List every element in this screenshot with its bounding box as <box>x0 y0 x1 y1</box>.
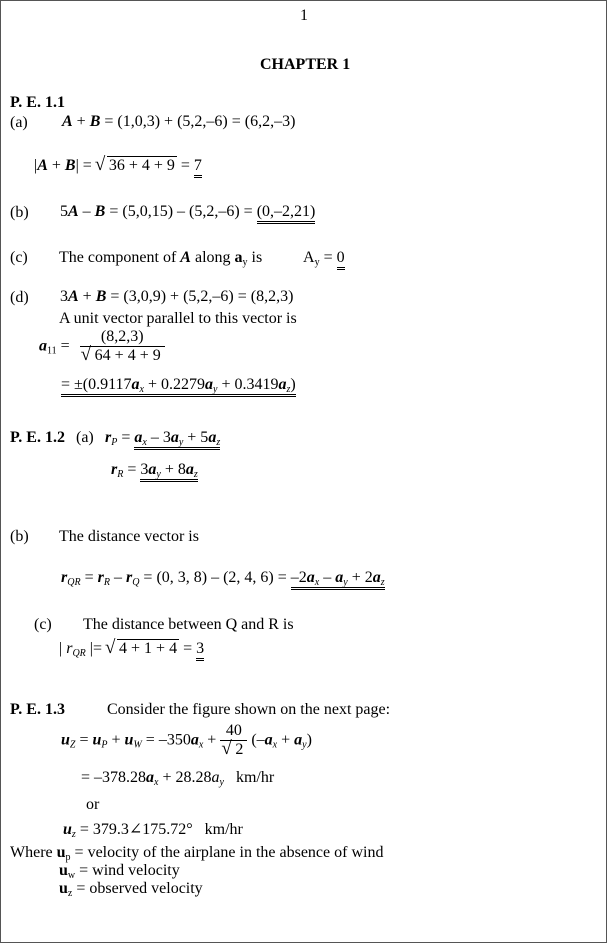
or-text: or <box>86 796 100 813</box>
page-number: 1 <box>300 7 308 24</box>
pe-1-1-heading: P. E. 1.1 <box>10 94 65 111</box>
chapter-title: CHAPTER 1 <box>260 56 351 73</box>
result-7: 7 <box>194 157 202 178</box>
eq-magnitude-a-plus-b: |A + B| = √ 36 + 4 + 9 = 7 <box>34 157 202 175</box>
eq-unit-vector-result: = ±(0.9117ax + 0.2279ay + 0.3419az) <box>61 376 296 395</box>
component-result: $A_y = 0$ <box>303 249 345 268</box>
pe-1-3-heading: P. E. 1.3 <box>10 701 65 718</box>
eq-rp: rP = ax – 3ay + 5az <box>105 429 221 448</box>
definition-uz: $u_z$ = observed velocity <box>59 880 203 899</box>
part-c-label: (c) <box>10 249 28 266</box>
unit-vector-text: A unit vector parallel to this vector is <box>59 310 297 327</box>
eq-unit-vector: $a_{11}$ = (8,2,3) √ 64 + 4 + 9 <box>39 328 165 366</box>
eq-distance: | rQR |= √ 4 + 1 + 4 = 3 <box>59 640 204 660</box>
eq-a-plus-b: A + B = (1,0,3) + (5,2,–6) = (6,2,–3) <box>62 113 296 130</box>
pe-1-2-part-a-label: (a) <box>76 429 94 446</box>
eq-3a-plus-b: 3A + B = (3,0,9) + (5,2,–6) = (8,2,3) <box>60 288 294 305</box>
eq-uz-polar: uz = 379.3∠175.72° km/hr <box>63 821 243 840</box>
distance-vector-text: The distance vector is <box>59 528 199 545</box>
part-b-label: (b) <box>10 204 29 221</box>
figure-intro-text: Consider the figure shown on the next page: <box>107 701 391 718</box>
pe-1-2-part-c-label: (c) <box>34 616 52 633</box>
eq-uz: uZ = uP + uW = –350ax + 40 √ 2 (–ax + ay) <box>61 722 312 760</box>
result-0-minus2-21: (0,–2,21) <box>257 203 316 224</box>
definition-up: Where $u_p$ = velocity of the airplane in the absence of wind <box>10 844 384 863</box>
eq-rr: rR = 3ay + 8az <box>111 461 198 480</box>
pe-1-2-heading: P. E. 1.2 <box>10 429 65 446</box>
eq-5a-minus-b: 5A – B = (5,0,15) – (5,2,–6) = (0,–2,21) <box>60 203 315 221</box>
part-d-label: (d) <box>10 289 29 306</box>
pe-1-2-part-b-label: (b) <box>10 528 29 545</box>
eq-uz-value: = –378.28ax + 28.28ay km/hr <box>81 769 275 788</box>
part-a-label: (a) <box>10 114 28 131</box>
eq-rqr: rQR = rR – rQ = (0, 3, 8) – (2, 4, 6) = –2ax – ay + 2az <box>61 569 385 588</box>
definition-uw: $u_w$ = wind velocity <box>59 862 180 881</box>
component-text: The component of A along $a_y$ is <box>59 249 263 268</box>
distance-text: The distance between Q and R is <box>83 616 294 633</box>
